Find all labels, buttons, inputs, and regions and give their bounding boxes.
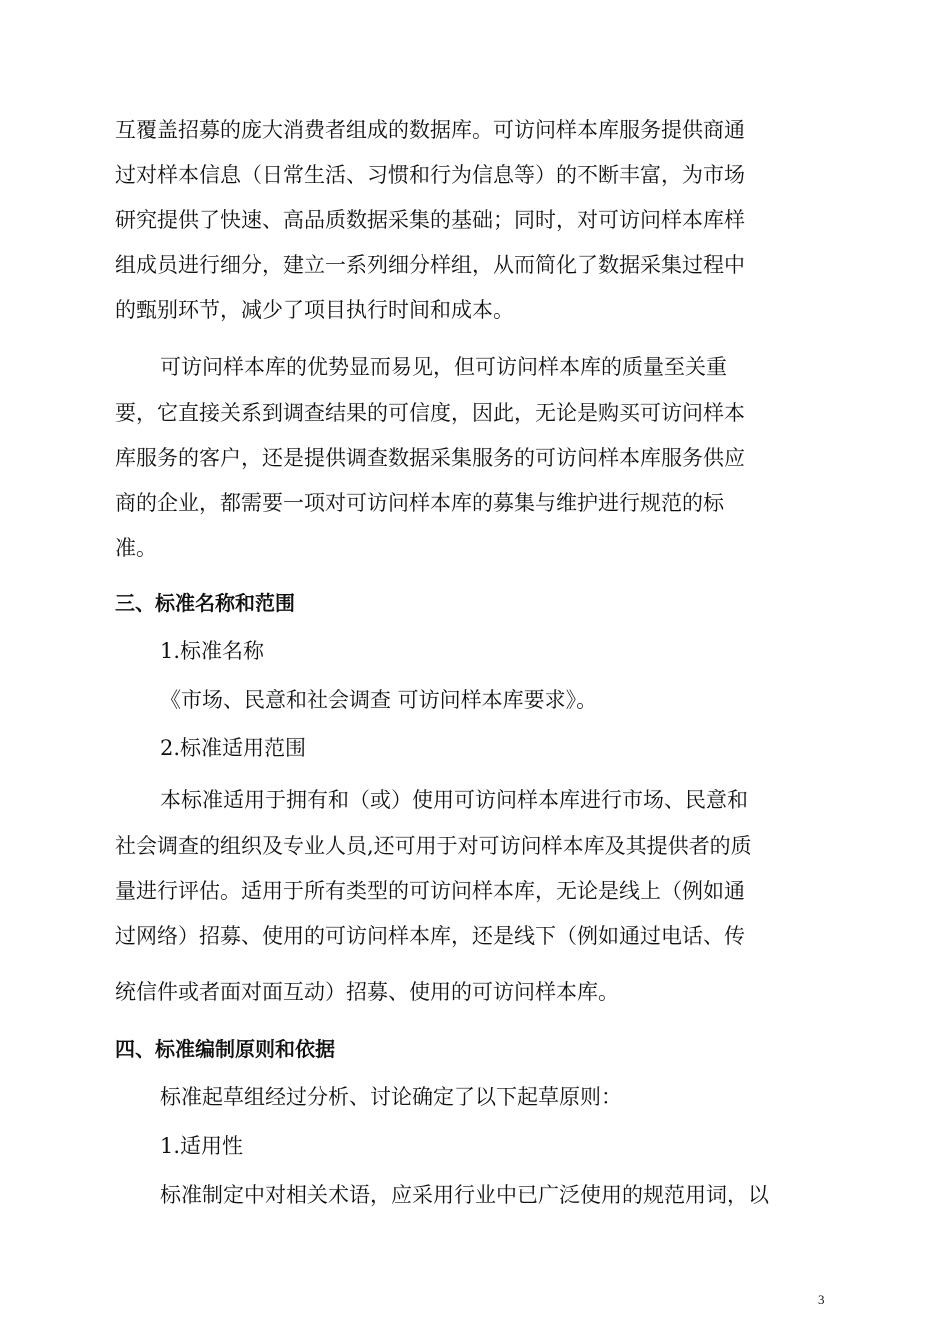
item-title: 2.标准适用范围 [160,736,307,760]
item-title: 1.标准名称 [160,639,265,663]
section-heading: 四、标准编制原则和依据 [115,1037,335,1061]
paragraph-line: 要，它直接关系到调查结果的可信度，因此，无论是购买可访问样本 [115,401,745,425]
paragraph-line: 研究提供了快速、高品质数据采集的基础；同时，对可访问样本库样 [115,208,745,232]
paragraph-line: 可访问样本库的优势显而易见，但可访问样本库的质量至关重 [160,355,727,379]
paragraph-line: 本标准适用于拥有和（或）使用可访问样本库进行市场、民意和 [160,788,748,812]
paragraph-line: 组成员进行细分，建立一系列细分样组，从而简化了数据采集过程中 [115,253,745,277]
paragraph-line: 标准制定中对相关术语，应采用行业中已广泛使用的规范用词，以 [160,1183,769,1207]
paragraph-line: 过对样本信息（日常生活、习惯和行为信息等）的不断丰富，为市场 [115,163,745,187]
paragraph-line: 量进行评估。适用于所有类型的可访问样本库，无论是线上（例如通 [115,879,745,903]
paragraph-line: 准。 [115,536,157,560]
paragraph-line: 的甄别环节，减少了项目执行时间和成本。 [115,298,514,322]
paragraph-line: 库服务的客户，还是提供调查数据采集服务的可访问样本库服务供应 [115,446,745,470]
paragraph-line: 社会调查的组织及专业人员,还可用于对可访问样本库及其提供者的质 [115,834,752,858]
paragraph-line: 商的企业，都需要一项对可访问样本库的募集与维护进行规范的标 [115,491,724,515]
section-heading: 三、标准名称和范围 [115,591,295,615]
paragraph-line: 统信件或者面对面互动）招募、使用的可访问样本库。 [115,980,619,1004]
paragraph-line: 标准起草组经过分析、讨论确定了以下起草原则： [160,1085,622,1109]
page-number: 3 [818,1292,825,1307]
standard-name: 《市场、民意和社会调查 可访问样本库要求》。 [160,688,598,712]
paragraph-line: 过网络）招募、使用的可访问样本库，还是线下（例如通过电话、传 [115,924,745,948]
item-title: 1.适用性 [160,1134,244,1158]
paragraph-line: 互覆盖招募的庞大消费者组成的数据库。可访问样本库服务提供商通 [115,118,745,142]
